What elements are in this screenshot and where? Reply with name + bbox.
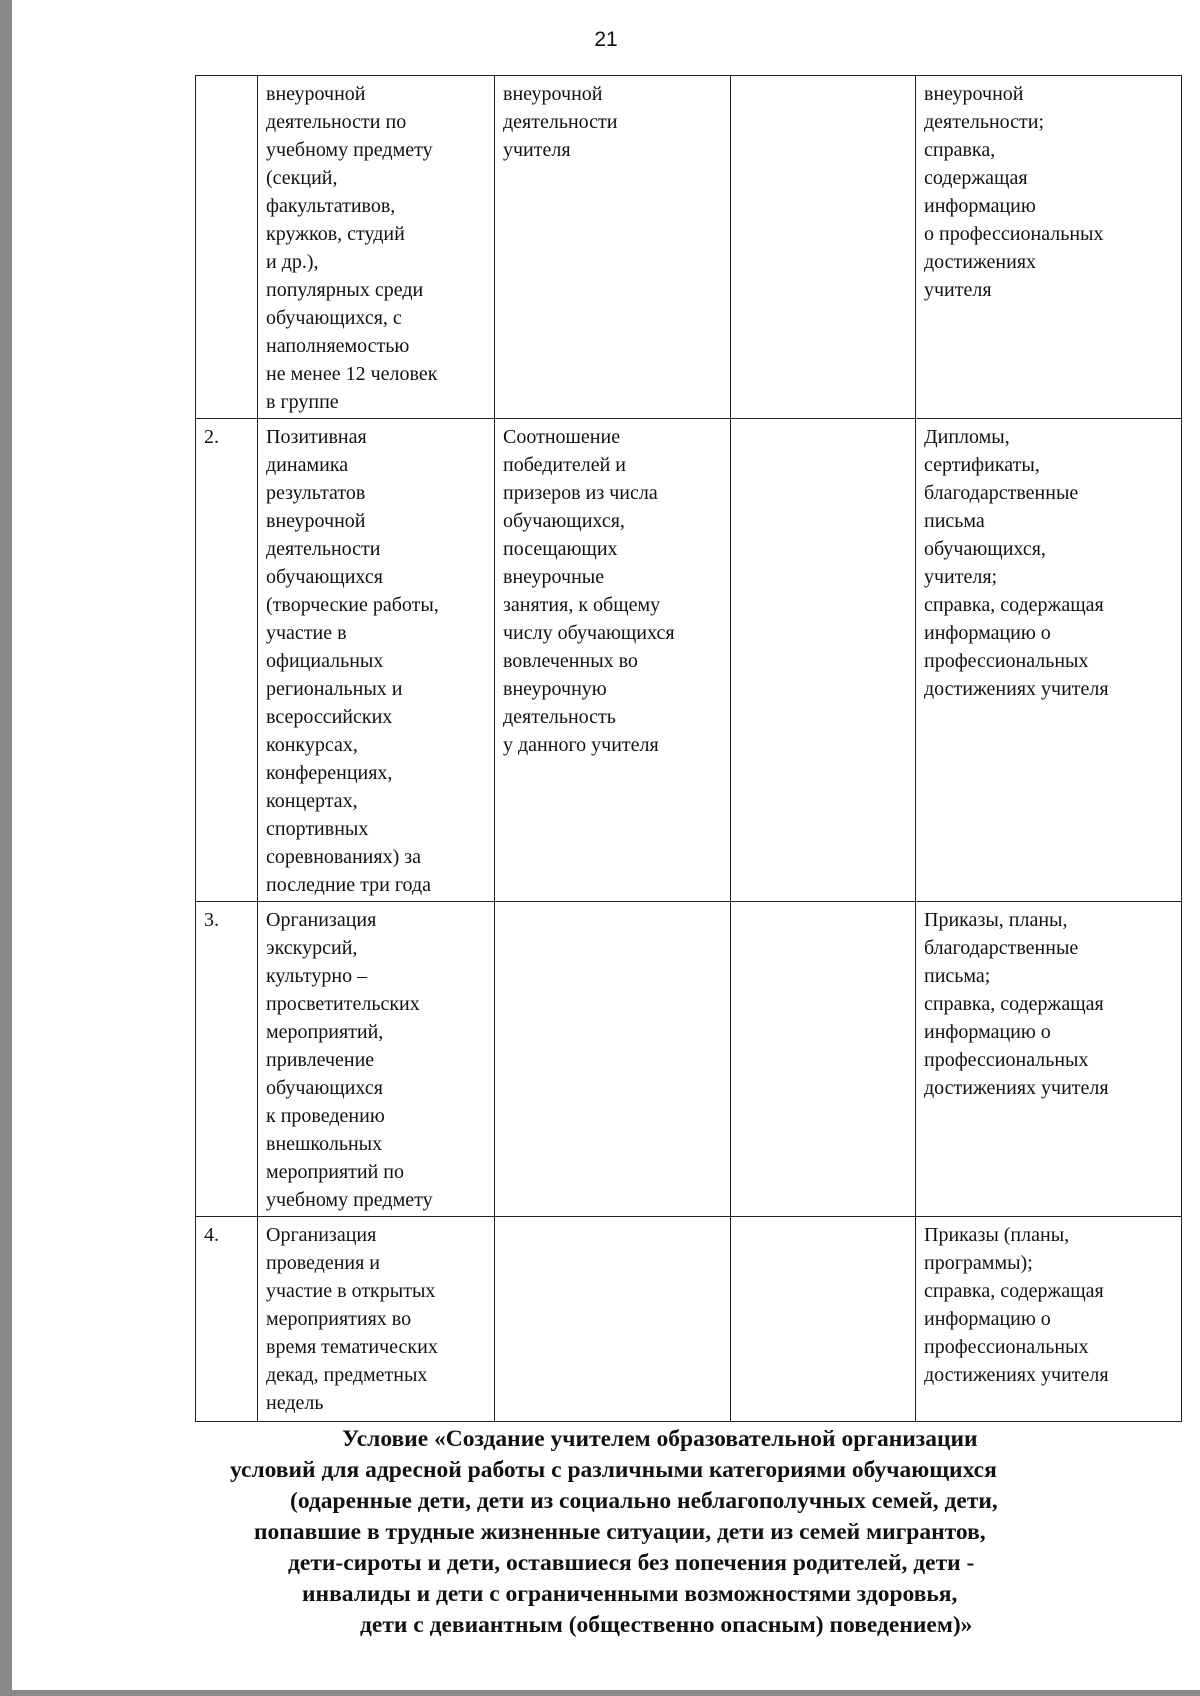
row-number-cell <box>196 76 258 419</box>
condition-line: инвалиды и дети с ограниченными возможностями здоровья, <box>302 1581 958 1607</box>
indicator-cell: Соотношение победителей и призеров из числа обучающихся, посещающих внеурочные занятия, к общему числу обучающихся вовлеченных во внеурочную деятельность у данного учителя <box>495 419 731 902</box>
condition-line: Условие «Создание учителем образовательной организации <box>342 1426 978 1452</box>
condition-line: условий для адресной работы с различными категориями обучающихся <box>230 1457 997 1483</box>
criterion-name-cell: Организация экскурсий, культурно – просветительских мероприятий, привлечение обучающихся к проведению внешкольных мероприятий по учебному предмету <box>258 902 495 1217</box>
condition-heading <box>192 1424 1182 1641</box>
table-row <box>196 1217 1182 1422</box>
documents-cell: Приказы (планы, программы); справка, содержащая информацию о профессиональных достижениях учителя <box>916 1217 1182 1422</box>
table-row <box>196 902 1182 1217</box>
criteria-table <box>195 75 1182 1422</box>
indicator-cell: внеурочной деятельности учителя <box>495 76 731 419</box>
criterion-name-cell: Организация проведения и участие в открытых мероприятиях во время тематических декад, предметных недель <box>258 1217 495 1422</box>
evaluation-cell <box>731 419 916 902</box>
evaluation-cell <box>731 76 916 419</box>
criterion-name-cell: внеурочной деятельности по учебному предмету (секций, факультативов, кружков, студий и др.), популярных среди обучающихся, с наполняемостью не менее 12 человек в группе <box>258 76 495 419</box>
table-row <box>196 76 1182 419</box>
condition-line: дети-сироты и дети, оставшиеся без попечения родителей, дети - <box>288 1550 975 1576</box>
row-number-cell: 4. <box>196 1217 258 1422</box>
evaluation-cell <box>731 902 916 1217</box>
page-number: 21 <box>594 28 618 51</box>
condition-line: (одаренные дети, дети из социально неблагополучных семей, дети, <box>290 1488 998 1514</box>
documents-cell: внеурочной деятельности; справка, содержащая информацию о профессиональных достижениях учителя <box>916 76 1182 419</box>
indicator-cell <box>495 1217 731 1422</box>
evaluation-cell <box>731 1217 916 1422</box>
row-number-cell: 3. <box>196 902 258 1217</box>
document-page <box>12 0 1200 1690</box>
criterion-name-cell: Позитивная динамика результатов внеурочной деятельности обучающихся (творческие работы, участие в официальных региональных и всероссийских конкурсах, конференциях, концертах, спортивных соревнованиях) за последние три года <box>258 419 495 902</box>
documents-cell: Приказы, планы, благодарственные письма; справка, содержащая информацию о профессиональных достижениях учителя <box>916 902 1182 1217</box>
table-row <box>196 419 1182 902</box>
indicator-cell <box>495 902 731 1217</box>
row-number-cell: 2. <box>196 419 258 902</box>
condition-line: дети с девиантным (общественно опасным) поведением)» <box>360 1612 973 1638</box>
condition-line: попавшие в трудные жизненные ситуации, дети из семей мигрантов, <box>254 1519 986 1545</box>
documents-cell: Дипломы, сертификаты, благодарственные письма обучающихся, учителя; справка, содержащая информацию о профессиональных достижениях учителя <box>916 419 1182 902</box>
